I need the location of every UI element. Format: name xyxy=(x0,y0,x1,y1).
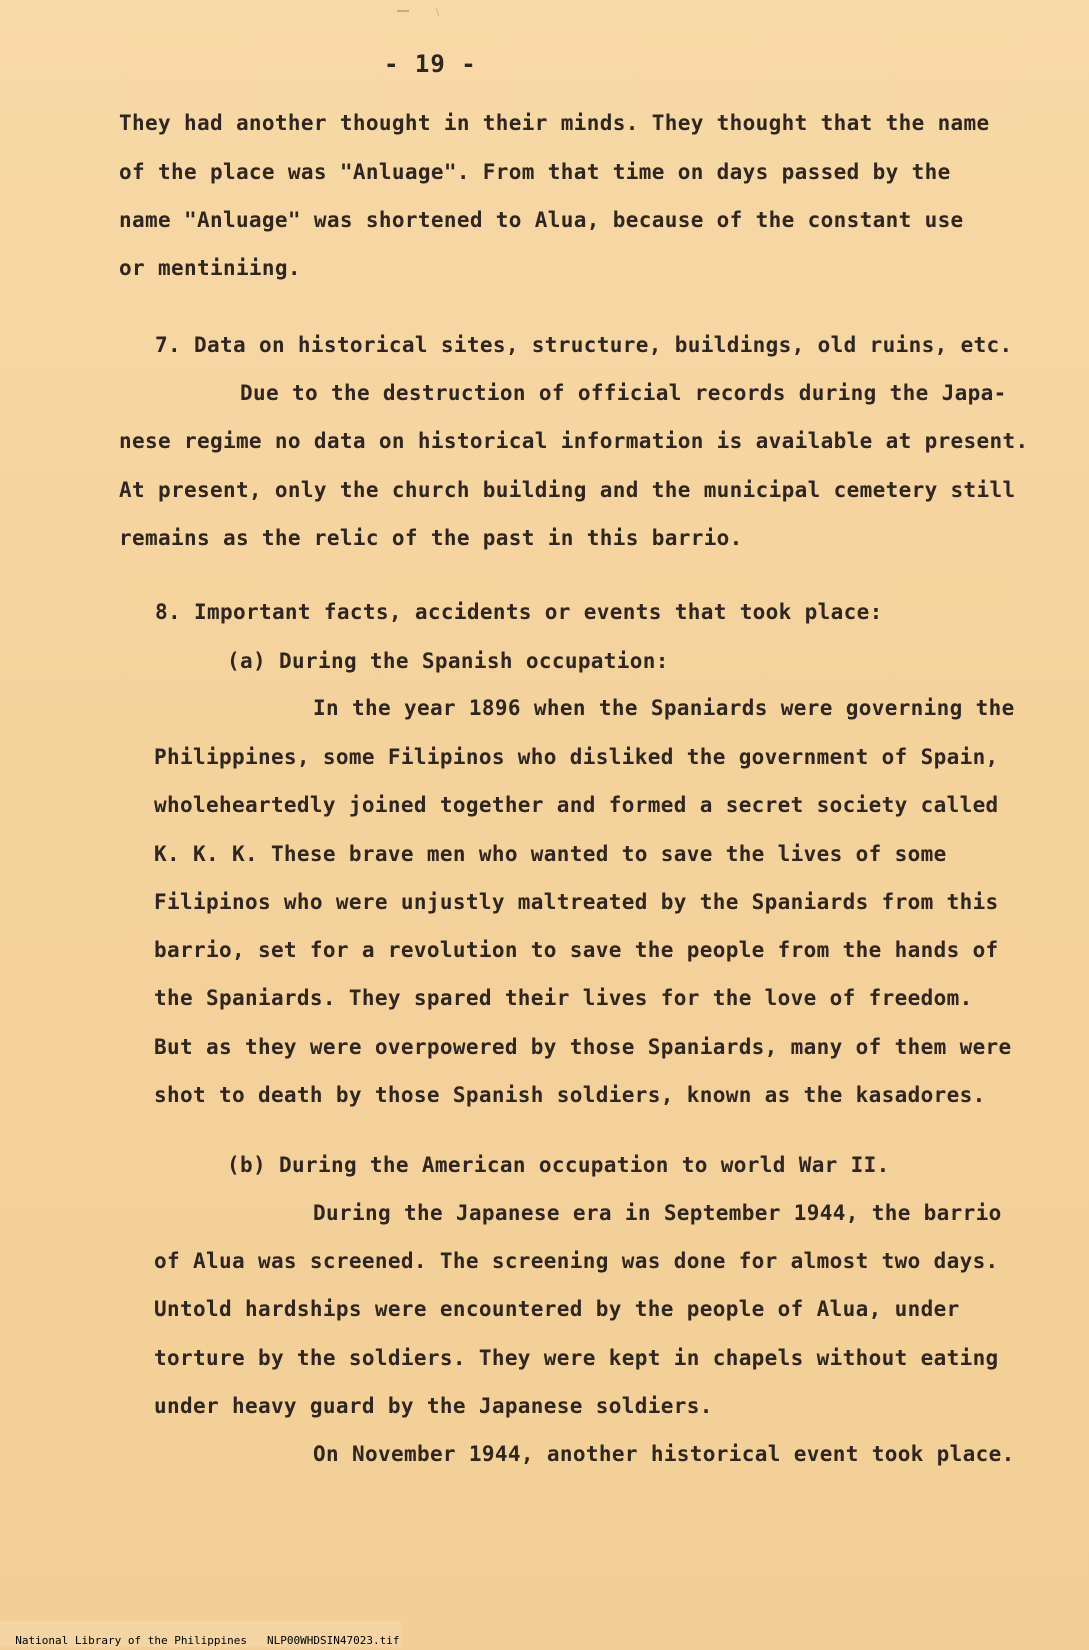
text-line-24: Untold hardships were encountered by the people of Alua, under xyxy=(154,1297,960,1321)
text-line-15: K. K. K. These brave men who wanted to save the lives of some xyxy=(154,842,947,866)
text-line-12: In the year 1896 when the Spaniards were governing the xyxy=(313,696,1015,720)
text-line-19: But as they were overpowered by those Spaniards, many of them were xyxy=(154,1035,1012,1059)
text-line-27: On November 1944, another historical event took place. xyxy=(313,1442,1015,1466)
library-name: National Library of the Philippines xyxy=(15,1634,248,1647)
text-line-18: the Spaniards. They spared their lives for the love of freedom. xyxy=(154,986,973,1010)
text-line-2: of the place was "Anluage". From that time on days passed by the xyxy=(119,160,951,184)
section-heading-7: 7. Data on historical sites, structure, buildings, old ruins, etc. xyxy=(155,333,1013,357)
subsection-b-heading: (b) During the American occupation to world War II. xyxy=(227,1153,890,1177)
text-line-16: Filipinos who were unjustly maltreated by the Spaniards from this xyxy=(154,890,999,914)
text-line-8: At present, only the church building and the municipal cemetery still xyxy=(119,478,1016,502)
scan-footer xyxy=(0,1621,402,1647)
text-line-25: torture by the soldiers. They were kept in chapels without eating xyxy=(154,1346,999,1370)
page-number: - 19 - xyxy=(384,50,477,78)
text-line-13: Philippines, some Filipinos who disliked the government of Spain, xyxy=(154,745,999,769)
subsection-a-heading: (a) During the Spanish occupation: xyxy=(227,649,669,673)
text-line-23: of Alua was screened. The screening was done for almost two days. xyxy=(154,1249,999,1273)
text-line-3: name "Anluage" was shortened to Alua, because of the constant use xyxy=(119,208,964,232)
text-line-6: Due to the destruction of official records during the Japa- xyxy=(240,381,1007,405)
section-heading-8: 8. Important facts, accidents or events that took place: xyxy=(155,600,883,624)
text-line-4: or mentiniing. xyxy=(119,256,301,280)
text-line-26: under heavy guard by the Japanese soldiers. xyxy=(154,1394,713,1418)
text-line-20: shot to death by those Spanish soldiers, known as the kasadores. xyxy=(154,1083,986,1107)
scan-mark xyxy=(397,10,409,12)
text-line-7: nese regime no data on historical information is available at present. xyxy=(119,429,1029,453)
scan-file-name: NLP00WHDSIN47023.tif xyxy=(267,1634,400,1647)
text-line-9: remains as the relic of the past in this barrio. xyxy=(119,526,743,550)
text-line-14: wholeheartedly joined together and formed a secret society called xyxy=(154,793,999,817)
text-line-22: During the Japanese era in September 1944, the barrio xyxy=(313,1201,1002,1225)
text-line-1: They had another thought in their minds. They thought that the name xyxy=(119,111,990,135)
text-line-17: barrio, set for a revolution to save the people from the hands of xyxy=(154,938,999,962)
